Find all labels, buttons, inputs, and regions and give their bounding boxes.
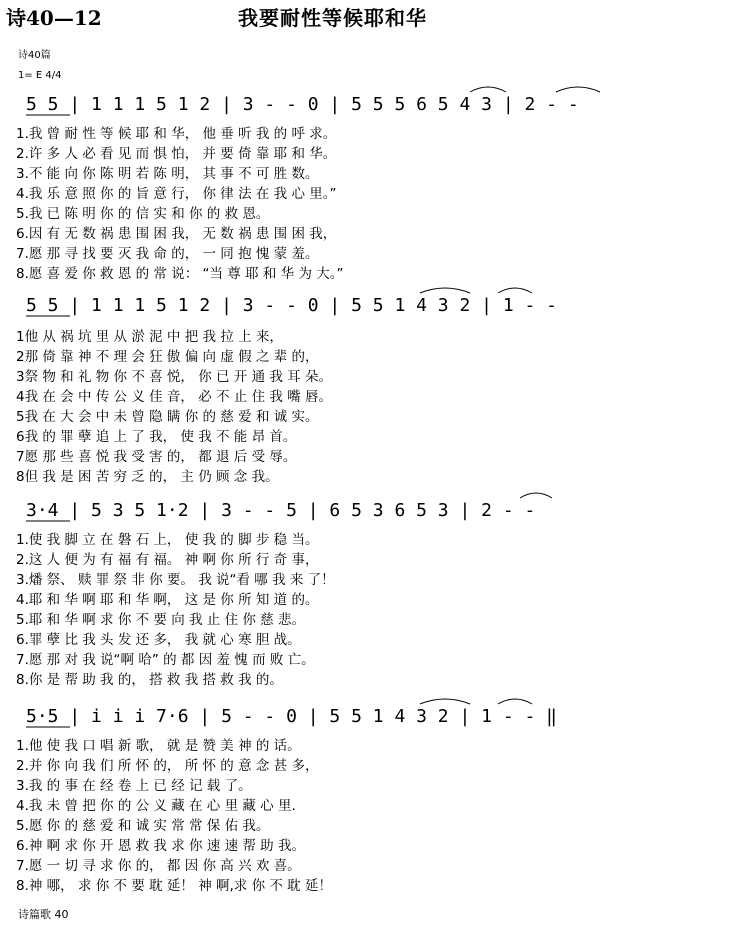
lyric-line: 2.并 你 向 我 们 所 怀 的， 所 怀 的 意 念 甚 多， <box>16 758 319 774</box>
slur <box>420 288 470 293</box>
footer-label: 诗篇歌 40 <box>18 908 69 921</box>
slur <box>420 699 470 704</box>
lyric-line: 6我 的 罪 孽 追 上 了 我， 使 我 不 能 昂 首。 <box>16 429 297 445</box>
lyric-line: 7.愿 那 寻 找 要 灭 我 命 的， 一 同 抱 愧 蒙 羞。 <box>16 246 319 262</box>
notation-row-2: 5 5 | 1 1 1 5 1 2 | 3 - - 0 | 5 5 1 4 3 2 | 1 - - <box>26 295 558 316</box>
lyric-line: 3.燔 祭、 赎 罪 祭 非 你 要。 我 说“看 哪 我 来 了！ <box>16 572 335 588</box>
slur <box>498 288 532 293</box>
lyric-line: 6.神 啊 求 你 开 恩 救 我 求 你 速 速 帮 助 我。 <box>16 838 305 854</box>
source-label: 诗40篇 <box>18 50 51 61</box>
lyric-line: 7愿 那 些 喜 悦 我 受 害 的， 都 退 后 受 辱。 <box>16 449 297 465</box>
lyric-line: 2.许 多 人 必 看 见 而 惧 怕， 并 要 倚 靠 耶 和 华。 <box>16 146 337 162</box>
lyric-line: 5.我 已 陈 明 你 的 信 实 和 你 的 救 恩。 <box>16 206 270 222</box>
lyric-line: 2.这 人 便 为 有 福 有 福。 神 啊 你 所 行 奇 事， <box>16 552 319 568</box>
lyric-line: 4.耶 和 华 啊 耶 和 华 啊， 这 是 你 所 知 道 的。 <box>16 592 319 608</box>
lyric-line: 6.因 有 无 数 祸 患 围 困 我， 无 数 祸 患 围 困 我， <box>16 226 337 242</box>
psalm-reference: 诗40—12 <box>6 6 102 30</box>
lyric-line: 5.愿 你 的 慈 爱 和 诚 实 常 常 保 佑 我。 <box>16 818 270 834</box>
lyric-line: 3.不 能 向 你 陈 明 若 陈 明， 其 事 不 可 胜 数。 <box>16 166 319 182</box>
lyric-line: 2那 倚 靠 神 不 理 会 狂 傲 偏 向 虚 假 之 辈 的， <box>16 349 319 365</box>
slur <box>556 87 600 92</box>
lyric-line: 4我 在 会 中 传 公 义 佳 音， 必 不 止 住 我 嘴 唇。 <box>16 389 332 405</box>
lyric-line: 1他 从 祸 坑 里 从 淤 泥 中 把 我 拉 上 来， <box>16 329 283 345</box>
lyric-line: 8.神 哪， 求 你 不 要 耽 延！ 神 啊,求 你 不 耽 延！ <box>16 878 332 894</box>
lyric-line: 5.耶 和 华 啊 求 你 不 要 向 我 止 住 你 慈 悲。 <box>16 612 305 628</box>
lyric-line: 8.愿 喜 爱 你 救 恩 的 常 说： “当 尊 耶 和 华 为 大。” <box>16 266 344 282</box>
lyric-line: 8但 我 是 困 苦 穷 乏 的， 主 仍 顾 念 我。 <box>16 469 279 485</box>
lyric-line: 7.愿 那 对 我 说“啊 哈” 的 都 因 羞 愧 而 败 亡。 <box>16 652 315 668</box>
slur <box>520 493 552 498</box>
lyric-line: 5我 在 大 会 中 未 曾 隐 瞒 你 的 慈 爱 和 诚 实。 <box>16 409 319 425</box>
lyric-line: 1.我 曾 耐 性 等 候 耶 和 华， 他 垂 听 我 的 呼 求。 <box>16 126 337 142</box>
notation-row-4: 5·5 | i i i 7·6 | 5 - - 0 | 5 5 1 4 3 2 | 1 - - ‖ <box>26 706 558 727</box>
lyric-line: 4.我 未 曾 把 你 的 公 义 藏 在 心 里 藏 心 里. <box>16 798 296 814</box>
lyric-line: 4.我 乐 意 照 你 的 旨 意 行， 你 律 法 在 我 心 里。” <box>16 186 337 202</box>
notation-row-1: 5 5 | 1 1 1 5 1 2 | 3 - - 0 | 5 5 5 6 5 4 3 | 2 - - <box>26 94 579 115</box>
lyric-line: 1.使 我 脚 立 在 磐 石 上， 使 我 的 脚 步 稳 当。 <box>16 532 319 548</box>
slur <box>470 87 506 92</box>
lyric-line: 3.我 的 事 在 经 卷 上 已 经 记 载 了。 <box>16 778 252 794</box>
lyric-line: 3祭 物 和 礼 物 你 不 喜 悦， 你 已 开 通 我 耳 朵。 <box>16 369 332 385</box>
lyric-line: 6.罪 孽 比 我 头 发 还 多， 我 就 心 寒 胆 战。 <box>16 632 301 648</box>
key-signature: 1= E 4/4 <box>18 70 62 81</box>
notation-row-3: 3·4 | 5 3 5 1·2 | 3 - - 5 | 6 5 3 6 5 3 | 2 - - <box>26 500 536 521</box>
lyric-line: 1.他 使 我 口 唱 新 歌， 就 是 赞 美 神 的 话。 <box>16 738 301 754</box>
lyric-line: 8.你 是 帮 助 我 的， 搭 救 我 搭 救 我 的。 <box>16 672 283 688</box>
lyric-line: 7.愿 一 切 寻 求 你 的， 都 因 你 高 兴 欢 喜。 <box>16 858 301 874</box>
song-title: 我要耐性等候耶和华 <box>238 6 427 30</box>
slur <box>498 699 532 704</box>
